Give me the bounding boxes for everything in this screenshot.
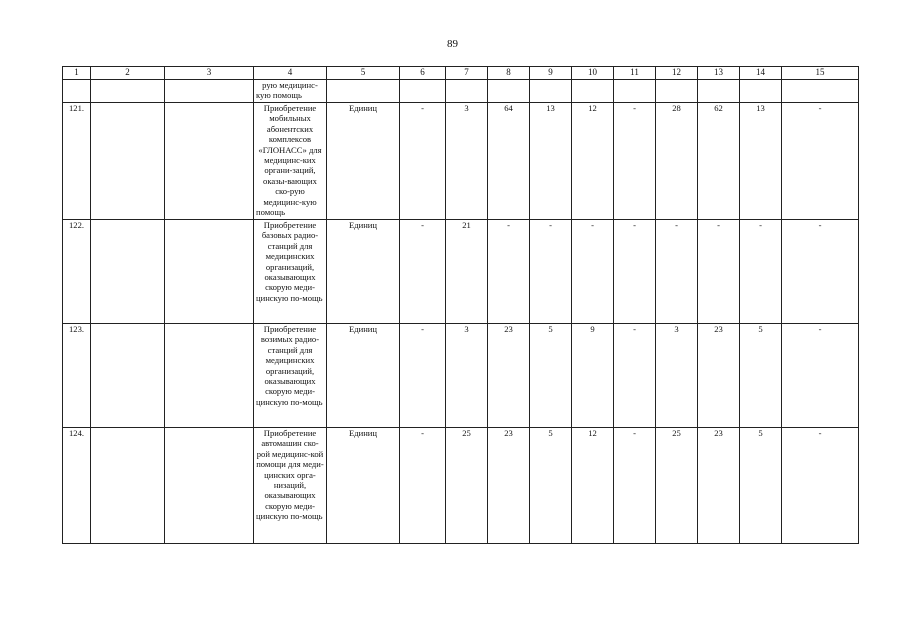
row-number: 122. [63,220,91,324]
header-cell-1: 1 [63,67,91,80]
cell-col12 [656,80,698,103]
header-cell-14: 14 [740,67,782,80]
cell-desc: рую медицинс-кую помощь [254,80,327,103]
cell-col11: - [614,428,656,544]
cell-unit [327,80,400,103]
cell-col10: 12 [572,428,614,544]
cell-col9: 13 [530,103,572,220]
cell-col7: 25 [446,428,488,544]
row-description: Приобретение автомашин ско-рой медицинс-кой помощи для меди-цинских орга-низаций, оказывающих скорую меди-цинскую по-мощь [254,428,327,544]
cell-col9: - [530,220,572,324]
cell-col10: 12 [572,103,614,220]
cell-col2 [91,220,165,324]
header-cell-11: 11 [614,67,656,80]
cell-col7: 3 [446,103,488,220]
cell-col6: - [400,103,446,220]
cell-col9: 5 [530,324,572,428]
header-cell-10: 10 [572,67,614,80]
row-unit: Единиц [327,220,400,324]
cell-col15 [782,80,859,103]
cell-col2 [91,428,165,544]
row-description: Приобретение базовых радио-станций для медицинских организаций, оказывающих скорую меди-цинскую по-мощь [254,220,327,324]
page-number: 89 [447,38,458,50]
cell-col6 [400,80,446,103]
cell-col14: 5 [740,428,782,544]
row-description: Приобретение мобильных абонентских комплексов «ГЛОНАСС» для медицинс-ких органи-заций, оказы-вающих ско-рую медицинс-кую помощь [254,103,327,220]
cell-col2 [91,103,165,220]
row-number: 123. [63,324,91,428]
header-cell-12: 12 [656,67,698,80]
cell-col12: 25 [656,428,698,544]
header-cell-3: 3 [165,67,254,80]
cell-col15: - [782,324,859,428]
cell-col14: 5 [740,324,782,428]
header-cell-8: 8 [488,67,530,80]
cell-col9: 5 [530,428,572,544]
header-cell-15: 15 [782,67,859,80]
continuation-row [63,80,859,103]
cell-num [63,80,91,103]
cell-col11: - [614,220,656,324]
cell-col7 [446,80,488,103]
header-cell-7: 7 [446,67,488,80]
row-description: Приобретение возимых радио-станций для медицинских организаций, оказывающих скорую меди-цинскую по-мощь [254,324,327,428]
cell-col3 [165,103,254,220]
table-row [63,324,859,428]
cell-col2 [91,324,165,428]
cell-col6: - [400,428,446,544]
cell-col11: - [614,103,656,220]
row-unit: Единиц [327,103,400,220]
cell-col13: - [698,220,740,324]
row-unit: Единиц [327,428,400,544]
cell-col8 [488,80,530,103]
cell-col15: - [782,220,859,324]
cell-col13: 23 [698,324,740,428]
header-cell-4: 4 [254,67,327,80]
cell-col15: - [782,103,859,220]
row-number: 121. [63,103,91,220]
cell-col3 [165,80,254,103]
cell-col12: 3 [656,324,698,428]
cell-col10 [572,80,614,103]
data-table [62,66,859,544]
cell-col11: - [614,324,656,428]
header-cell-2: 2 [91,67,165,80]
table-row [63,428,859,544]
cell-col2 [91,80,165,103]
cell-col6: - [400,220,446,324]
cell-col8: - [488,220,530,324]
cell-col14: - [740,220,782,324]
cell-col8: 64 [488,103,530,220]
cell-col7: 21 [446,220,488,324]
cell-col3 [165,220,254,324]
cell-col10: - [572,220,614,324]
cell-col14 [740,80,782,103]
header-cell-6: 6 [400,67,446,80]
header-cell-5: 5 [327,67,400,80]
header-row [63,67,859,80]
table-row [63,103,859,220]
cell-col12: - [656,220,698,324]
cell-col8: 23 [488,324,530,428]
cell-col8: 23 [488,428,530,544]
cell-col15: - [782,428,859,544]
cell-col13 [698,80,740,103]
cell-col10: 9 [572,324,614,428]
cell-col12: 28 [656,103,698,220]
cell-col3 [165,324,254,428]
header-cell-13: 13 [698,67,740,80]
cell-col14: 13 [740,103,782,220]
table-row [63,220,859,324]
cell-col7: 3 [446,324,488,428]
cell-col11 [614,80,656,103]
row-number: 124. [63,428,91,544]
cell-col13: 23 [698,428,740,544]
cell-col6: - [400,324,446,428]
header-cell-9: 9 [530,67,572,80]
cell-col13: 62 [698,103,740,220]
cell-col9 [530,80,572,103]
cell-col3 [165,428,254,544]
row-unit: Единиц [327,324,400,428]
